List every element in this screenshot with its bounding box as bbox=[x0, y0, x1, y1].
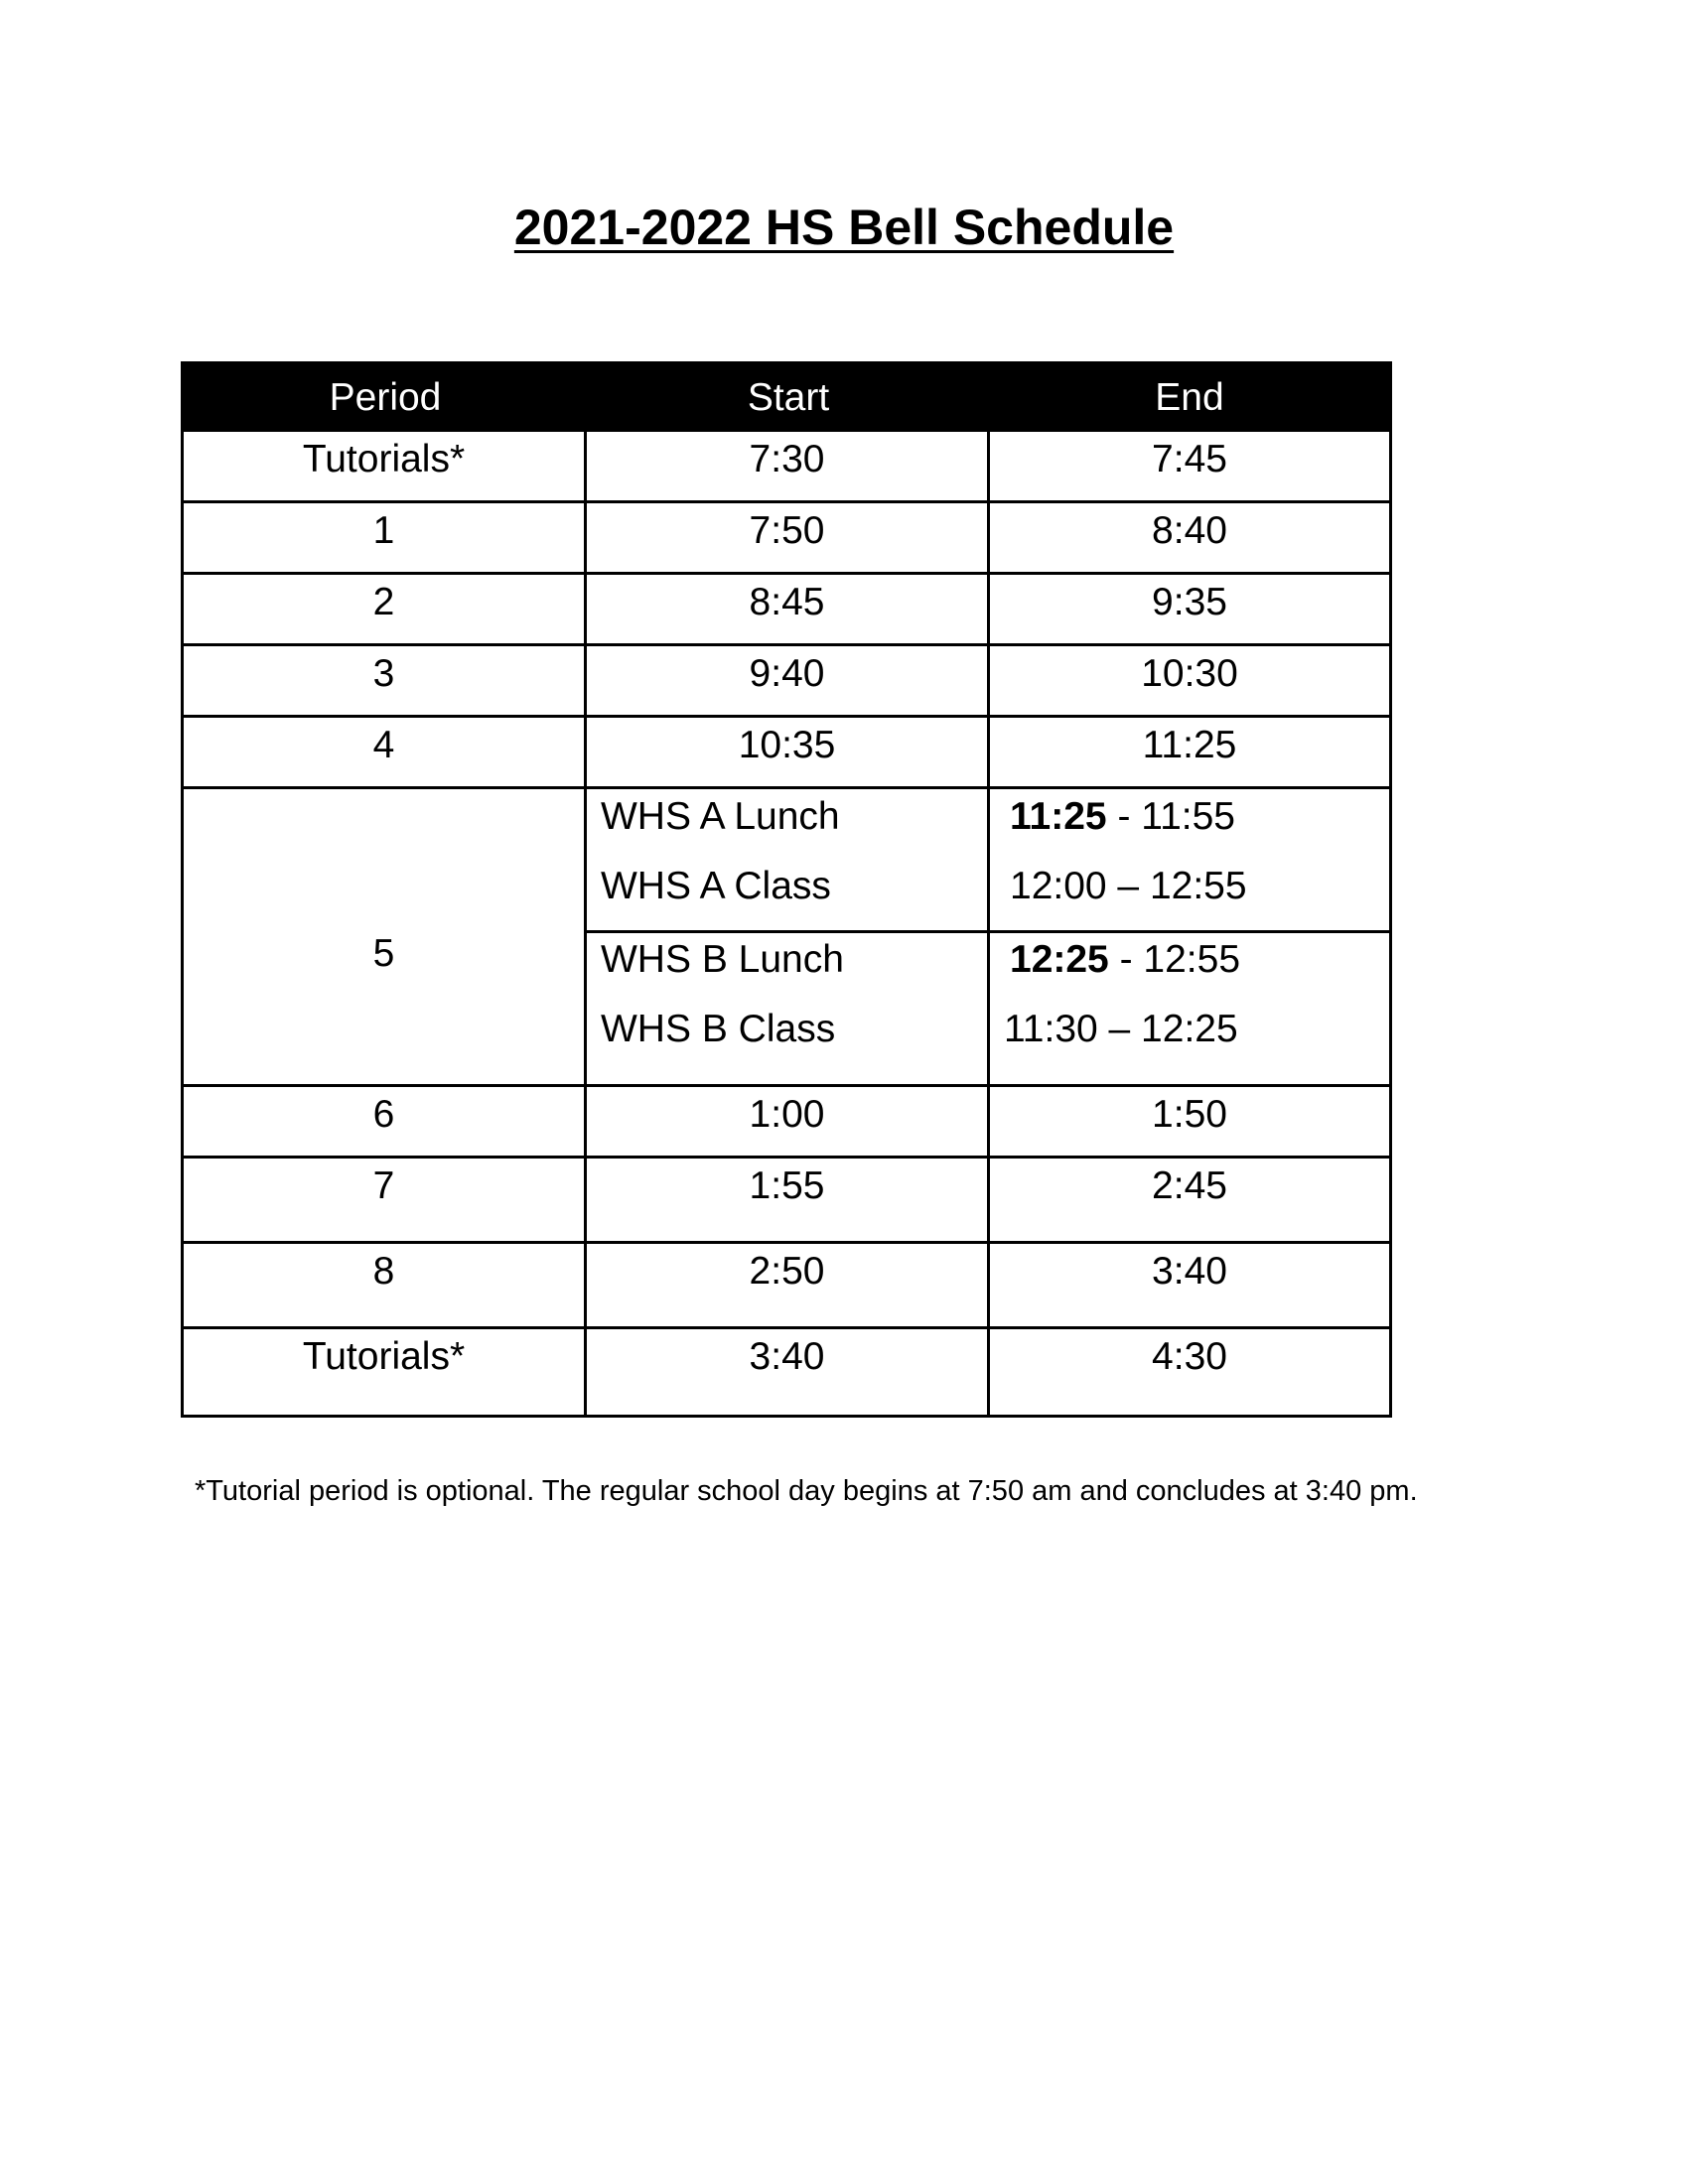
end-cell: 8:40 bbox=[1152, 509, 1227, 552]
start-cell: 1:00 bbox=[587, 1087, 990, 1156]
period-cell: 8 bbox=[184, 1244, 587, 1326]
bell-schedule-table bbox=[181, 361, 1392, 1418]
period-cell: 4 bbox=[184, 718, 587, 786]
table-row bbox=[184, 503, 1389, 575]
table-row bbox=[184, 432, 1389, 503]
period-cell: 7 bbox=[184, 1159, 587, 1241]
whs-a-lunch-label: WHS A Lunch bbox=[601, 795, 840, 838]
table-row bbox=[184, 646, 1389, 718]
table-row bbox=[184, 1244, 1389, 1329]
start-cell bbox=[587, 789, 990, 1084]
table-row-period-5 bbox=[184, 789, 1389, 1087]
footnote: *Tutorial period is optional. The regular school day begins at 7:50 am and concludes at 3:40 pm. bbox=[195, 1475, 1418, 1507]
whs-a-class-label: WHS A Class bbox=[601, 865, 831, 907]
start-cell: 1:55 bbox=[587, 1159, 990, 1241]
period-cell bbox=[184, 789, 587, 1084]
end-cell: 11:25 bbox=[1142, 724, 1237, 766]
whs-b-lunch-start: 12:25 bbox=[1010, 938, 1109, 981]
table-row bbox=[184, 575, 1389, 646]
start-cell: 7:30 bbox=[587, 432, 990, 500]
table-row bbox=[184, 1159, 1389, 1244]
start-cell: 3:40 bbox=[587, 1329, 990, 1415]
period-cell: Tutorials* bbox=[184, 1329, 587, 1415]
column-header-end: End bbox=[1155, 376, 1224, 419]
start-cell: 7:50 bbox=[587, 503, 990, 572]
period-5-label: 5 bbox=[372, 932, 395, 975]
whs-b-lunch-time bbox=[990, 938, 1389, 982]
whs-b-lunch-end: - 12:55 bbox=[1108, 938, 1241, 981]
end-cell: 2:45 bbox=[1152, 1164, 1227, 1207]
whs-a-lunch-start: 11:25 bbox=[1010, 795, 1107, 838]
period-cell: 3 bbox=[184, 646, 587, 715]
whs-b-lunch-label: WHS B Lunch bbox=[601, 938, 844, 981]
whs-a-lunch-time bbox=[990, 795, 1389, 839]
period-cell: Tutorials* bbox=[184, 432, 587, 500]
period-cell: 6 bbox=[184, 1087, 587, 1156]
end-cell: 10:30 bbox=[1141, 652, 1238, 695]
end-cell: 1:50 bbox=[1152, 1093, 1227, 1136]
start-cell: 9:40 bbox=[587, 646, 990, 715]
whs-b-class-time: 11:30 – 12:25 bbox=[1004, 1008, 1238, 1050]
start-cell: 10:35 bbox=[587, 718, 990, 786]
table-row bbox=[184, 1329, 1389, 1415]
period-cell: 1 bbox=[184, 503, 587, 572]
column-header-start: Start bbox=[747, 376, 830, 419]
table-header-row bbox=[184, 364, 1389, 432]
table-row bbox=[184, 718, 1389, 789]
start-cell: 2:50 bbox=[587, 1244, 990, 1326]
column-header-period: Period bbox=[329, 376, 442, 419]
page-title: 2021-2022 HS Bell Schedule bbox=[513, 200, 1175, 255]
lunch-group-divider bbox=[587, 930, 1389, 933]
end-cell: 9:35 bbox=[1152, 581, 1227, 623]
end-cell: 3:40 bbox=[1152, 1250, 1227, 1293]
table-row bbox=[184, 1087, 1389, 1159]
whs-b-class-label: WHS B Class bbox=[601, 1008, 836, 1050]
whs-a-lunch-end: - 11:55 bbox=[1106, 795, 1235, 838]
start-cell: 8:45 bbox=[587, 575, 990, 643]
end-cell bbox=[990, 789, 1389, 1084]
whs-a-class-time: 12:00 – 12:55 bbox=[1010, 865, 1247, 907]
end-cell: 4:30 bbox=[1152, 1335, 1227, 1378]
period-cell: 2 bbox=[184, 575, 587, 643]
end-cell: 7:45 bbox=[1152, 438, 1227, 480]
